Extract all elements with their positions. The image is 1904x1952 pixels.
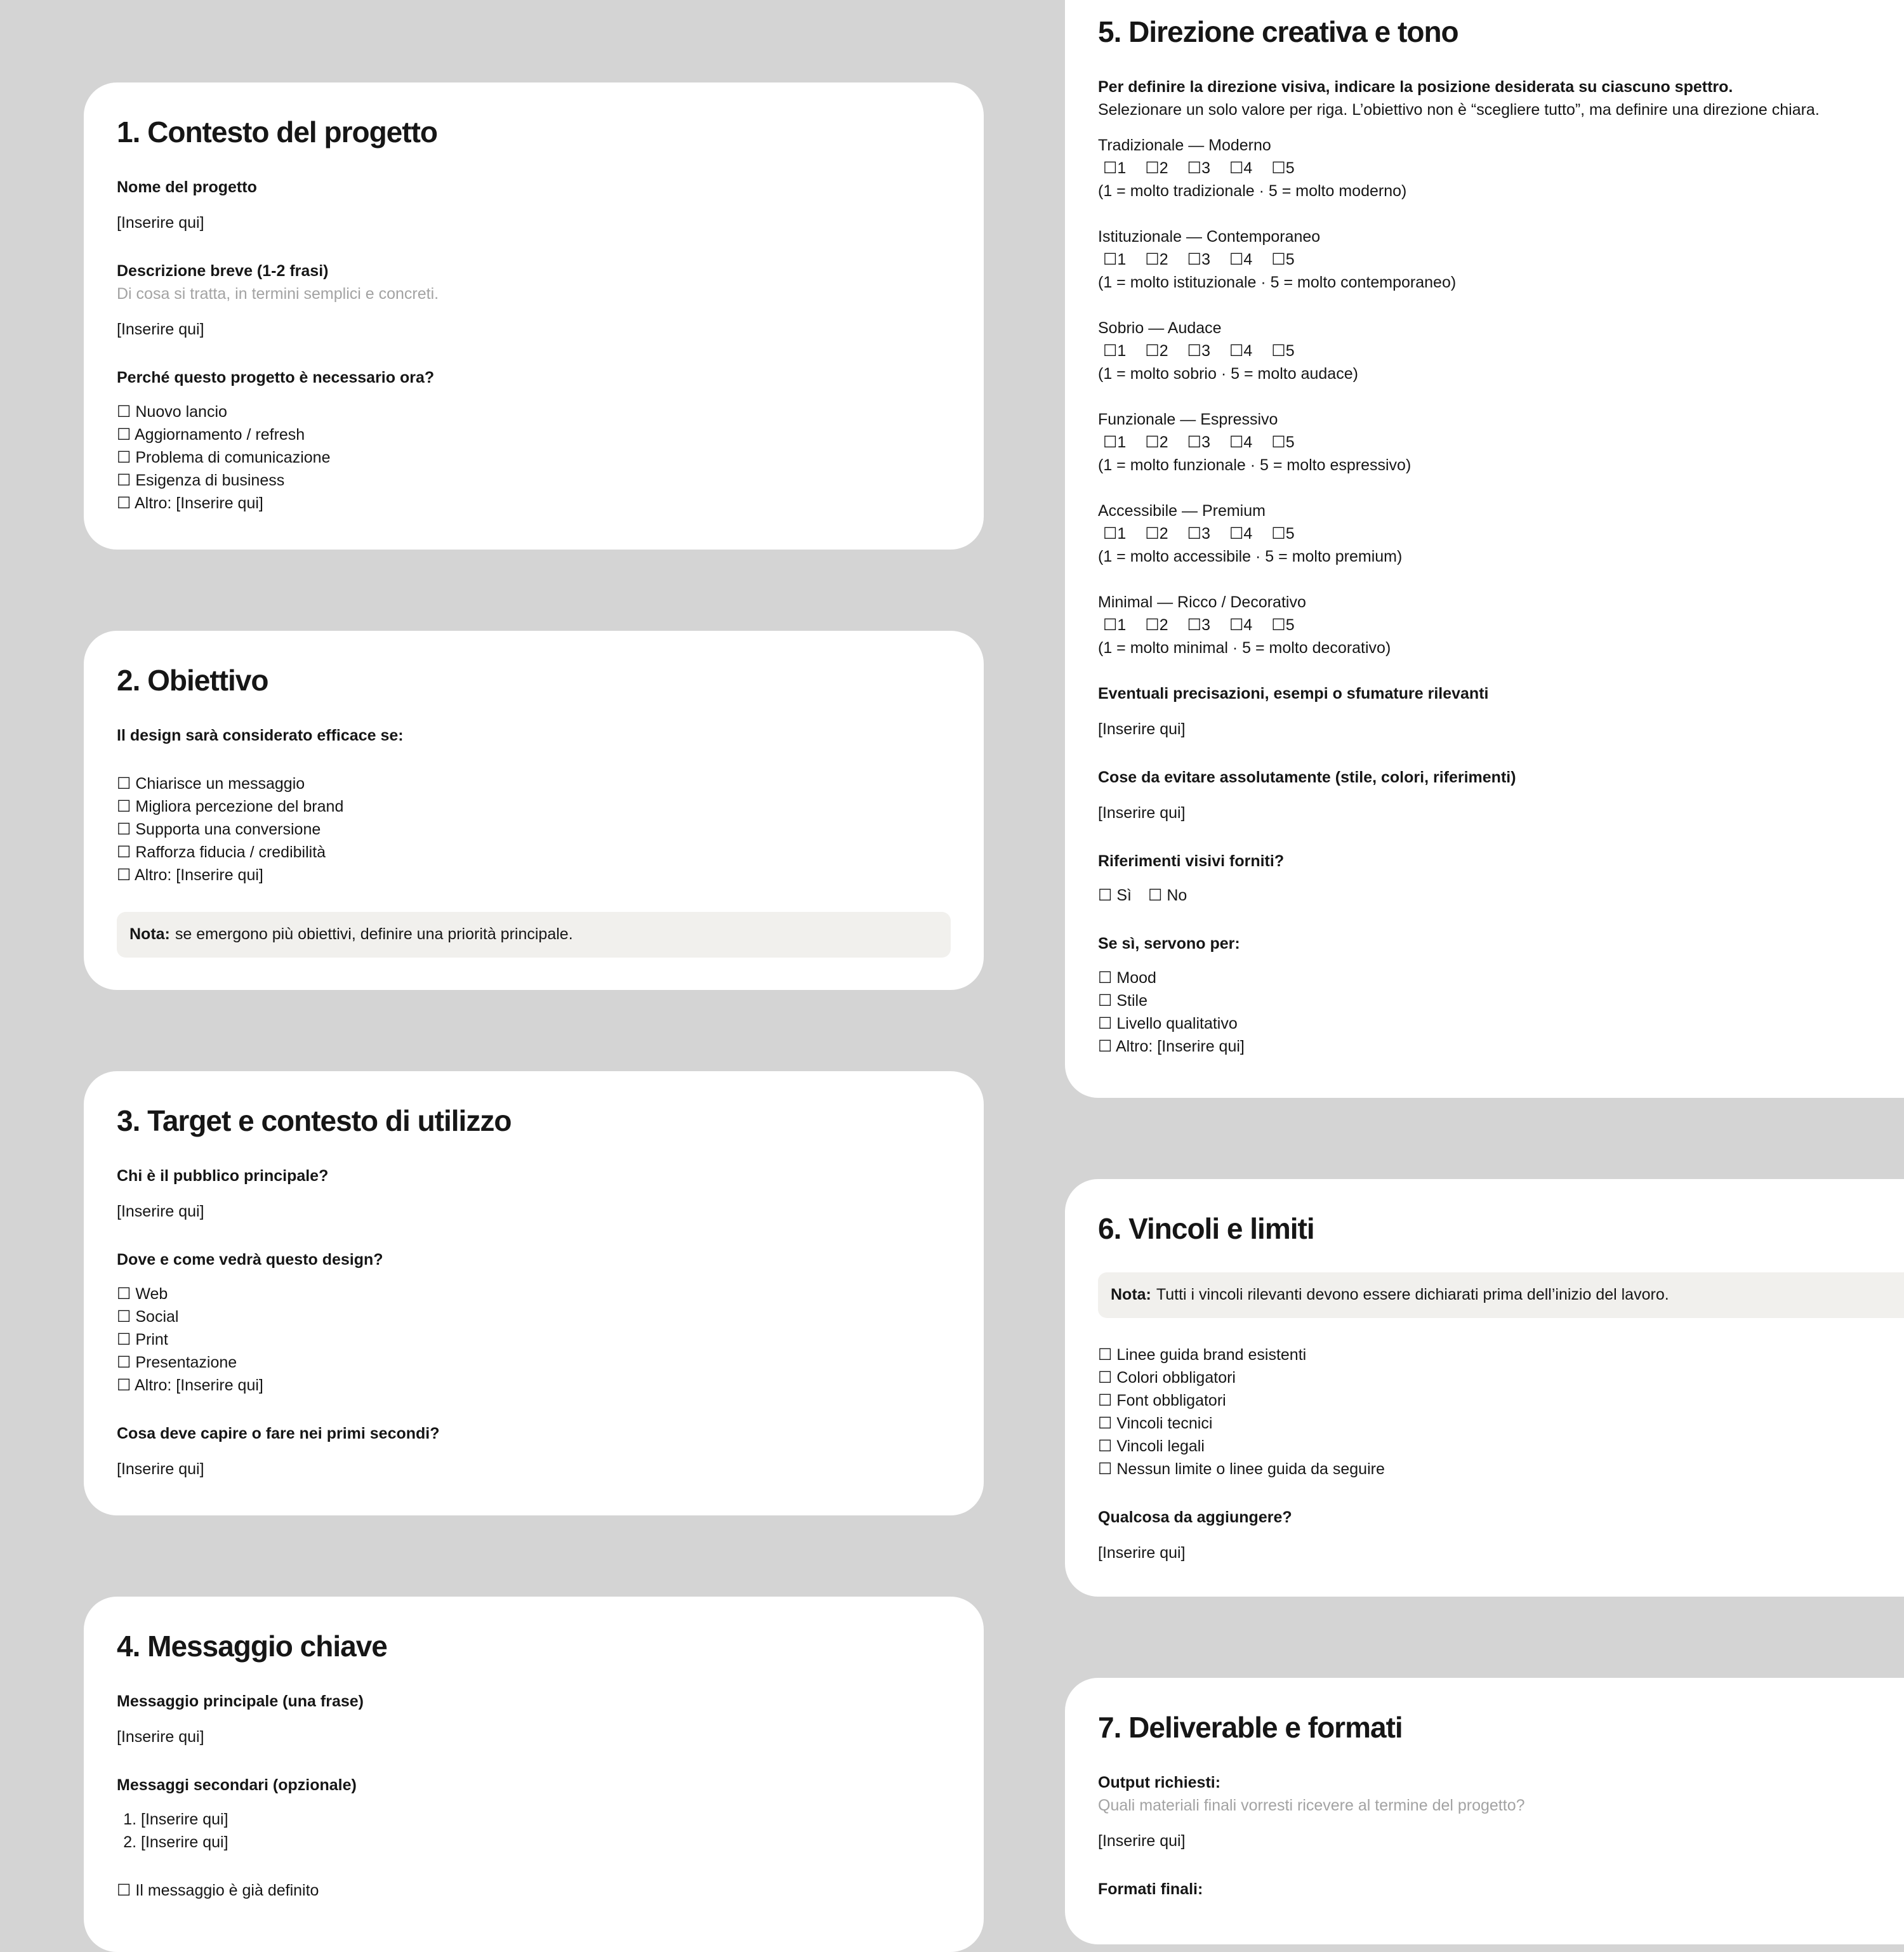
checkbox-icon: ☐: [117, 471, 131, 489]
scale-legend: (1 = molto funzionale · 5 = molto espressivo): [1098, 456, 1411, 474]
checkbox-list: [117, 772, 951, 887]
answer-field-additions[interactable]: [Inserire qui]: [1098, 1543, 1186, 1562]
spectrum-label: Minimal — Ricco / Decorativo: [1098, 593, 1306, 611]
section-card-key-message: [84, 1597, 984, 1952]
checkbox-option[interactable]: ☐ Stile: [1098, 991, 1148, 1010]
question-label: Perché questo progetto è necessario ora?: [117, 368, 435, 386]
section-title: 3. Target e contesto di utilizzo: [117, 1104, 512, 1137]
checkbox-option[interactable]: ☐ Print: [117, 1330, 168, 1349]
checkbox-option[interactable]: ☐ Web: [117, 1284, 168, 1303]
checkbox-icon: ☐: [1103, 250, 1118, 268]
question-label: Cosa deve capire o fare nei primi secondi?: [117, 1424, 440, 1442]
scale-option[interactable]: ☐5: [1271, 616, 1295, 634]
checkbox-icon: ☐: [1103, 524, 1118, 543]
scale-legend: (1 = molto accessibile · 5 = molto premium): [1098, 547, 1403, 565]
checkbox-icon: ☐: [1187, 433, 1202, 451]
checkbox-icon: ☐: [1187, 159, 1202, 177]
checkbox-icon: ☐: [117, 1330, 131, 1349]
checkbox-option[interactable]: ☐ Mood: [1098, 968, 1156, 987]
checkbox-list: [1098, 1343, 1904, 1480]
scale-options: [1098, 340, 1904, 362]
checkbox-icon: ☐: [1103, 433, 1118, 451]
section-card-creative-direction: [1065, 0, 1904, 1098]
scale-options: [1098, 614, 1904, 636]
checkbox-icon: ☐: [117, 866, 131, 884]
checkbox-icon: ☐: [117, 1881, 131, 1899]
checkbox-icon: ☐: [1271, 433, 1286, 451]
checkbox-icon: ☐: [1098, 1037, 1113, 1055]
scale-option[interactable]: ☐1: [1103, 341, 1127, 360]
scale-legend: (1 = molto tradizionale · 5 = molto moderno): [1098, 181, 1407, 200]
checkbox-icon: ☐: [1145, 250, 1160, 268]
spectrum-row: [1098, 499, 1904, 568]
spectrum-row: [1098, 134, 1904, 202]
checkbox-icon: ☐: [117, 425, 131, 444]
section-card-constraints: [1065, 1179, 1904, 1597]
checkbox-icon: ☐: [117, 1376, 131, 1394]
checkbox-icon: ☐: [1187, 616, 1202, 634]
question-hint: Quali materiali finali vorresti ricevere al termine del progetto?: [1098, 1796, 1525, 1814]
checkbox-icon: ☐: [117, 843, 131, 861]
spectrum-label: Istituzionale — Contemporaneo: [1098, 227, 1321, 246]
scale-option[interactable]: ☐2: [1145, 524, 1168, 543]
question-label: Chi è il pubblico principale?: [117, 1166, 329, 1185]
question-label: Riferimenti visivi forniti?: [1098, 852, 1285, 870]
checkbox-icon: ☐: [117, 820, 131, 838]
scale-option[interactable]: ☐1: [1103, 616, 1127, 634]
checkbox-icon: ☐: [1271, 250, 1286, 268]
scale-legend: (1 = molto minimal · 5 = molto decorativo): [1098, 638, 1391, 657]
question-label: Messaggi secondari (opzionale): [117, 1776, 357, 1794]
checkbox-option[interactable]: ☐ Chiarisce un messaggio: [117, 774, 305, 793]
scale-option[interactable]: ☐4: [1229, 159, 1253, 177]
checkbox-option[interactable]: ☐ Vincoli tecnici: [1098, 1414, 1213, 1432]
section-card-deliverables: [1065, 1678, 1904, 1944]
spectrum-row: [1098, 225, 1904, 294]
answer-field-outputs[interactable]: [Inserire qui]: [1098, 1831, 1186, 1850]
question-label: Nome del progetto: [117, 178, 257, 196]
scale-options: [1098, 431, 1904, 454]
checkbox-option[interactable]: ☐ Problema di comunicazione: [117, 448, 331, 466]
section-title: 2. Obiettivo: [117, 664, 268, 697]
checkbox-option[interactable]: ☐ Il messaggio è già definito: [117, 1881, 319, 1899]
checkbox-option[interactable]: ☐ Esigenza di business: [117, 471, 285, 489]
checkbox-icon: ☐: [1187, 524, 1202, 543]
checkbox-icon: ☐: [1098, 991, 1113, 1010]
checkbox-icon: ☐: [1098, 1391, 1113, 1409]
checkbox-icon: ☐: [117, 402, 131, 421]
scale-option[interactable]: ☐3: [1187, 159, 1210, 177]
scale-option[interactable]: ☐5: [1271, 250, 1295, 268]
note-box: Nota: se emergono più obiettivi, definire una priorità principale.: [117, 912, 951, 958]
checkbox-icon: ☐: [1229, 250, 1244, 268]
spectrum-row: [1098, 317, 1904, 385]
checkbox-icon: ☐: [1229, 524, 1244, 543]
checkbox-icon: ☐: [1229, 341, 1244, 360]
answer-field-avoid[interactable]: [Inserire qui]: [1098, 803, 1186, 822]
scale-option[interactable]: ☐2: [1145, 250, 1168, 268]
answer-field-main-message[interactable]: [Inserire qui]: [117, 1727, 204, 1746]
question-hint: Di cosa si tratta, in termini semplici e concreti.: [117, 284, 439, 303]
checkbox-option[interactable]: ☐ Linee guida brand esistenti: [1098, 1345, 1307, 1364]
checkbox-icon: ☐: [1187, 250, 1202, 268]
section-card-objective: [84, 631, 984, 990]
checkbox-icon: ☐: [117, 494, 131, 512]
checkbox-icon: ☐: [117, 448, 131, 466]
scale-options: [1098, 157, 1904, 180]
checkbox-option[interactable]: ☐ Colori obbligatori: [1098, 1368, 1236, 1387]
checkbox-option[interactable]: ☐ Altro: [Inserire qui]: [117, 866, 263, 884]
checkbox-icon: ☐: [1098, 886, 1113, 904]
scale-legend: (1 = molto sobrio · 5 = molto audace): [1098, 364, 1358, 383]
checkbox-icon: ☐: [117, 797, 131, 815]
question-label: Se sì, servono per:: [1098, 934, 1240, 953]
checkbox-icon: ☐: [1229, 433, 1244, 451]
checkbox-icon: ☐: [1098, 1437, 1113, 1455]
scale-option[interactable]: ☐4: [1229, 524, 1253, 543]
scale-option[interactable]: ☐5: [1271, 341, 1295, 360]
question-label: Formati finali:: [1098, 1880, 1203, 1898]
question-label: Output richiesti:: [1098, 1773, 1221, 1791]
spectrum-row: [1098, 408, 1904, 477]
checkbox-icon: ☐: [1271, 524, 1286, 543]
checkbox-option[interactable]: ☐ Social: [117, 1307, 179, 1326]
checkbox-icon: ☐: [1229, 616, 1244, 634]
checkbox-option[interactable]: ☐ Supporta una conversione: [117, 820, 321, 838]
scale-option[interactable]: ☐3: [1187, 250, 1210, 268]
checkbox-icon: ☐: [1098, 968, 1113, 987]
scale-option[interactable]: ☐1: [1103, 524, 1127, 543]
scale-option[interactable]: ☐1: [1103, 250, 1127, 268]
checkbox-icon: ☐: [1145, 616, 1160, 634]
checkbox-option[interactable]: ☐ Rafforza fiducia / credibilità: [117, 843, 326, 861]
list-item[interactable]: 2. [Inserire qui]: [141, 1831, 951, 1854]
scale-option[interactable]: ☐3: [1187, 616, 1210, 634]
scale-option[interactable]: ☐2: [1145, 341, 1168, 360]
note-box: Nota: Tutti i vincoli rilevanti devono essere dichiarati prima dell’inizio del lavoro.: [1098, 1272, 1904, 1318]
checkbox-option[interactable]: ☐ Altro: [Inserire qui]: [117, 494, 263, 512]
checkbox-icon: ☐: [1098, 1414, 1113, 1432]
spectrum-label: Sobrio — Audace: [1098, 319, 1222, 337]
checkbox-icon: ☐: [1145, 159, 1160, 177]
checkbox-option[interactable]: ☐ Livello qualitativo: [1098, 1014, 1238, 1032]
section-card-project-context: [84, 82, 984, 550]
checkbox-icon: ☐: [1098, 1014, 1113, 1032]
checkbox-icon: ☐: [1103, 159, 1118, 177]
section-title: 5. Direzione creativa e tono: [1098, 15, 1458, 48]
checkbox-icon: ☐: [117, 1284, 131, 1303]
checkbox-option[interactable]: ☐ Nessun limite o linee guida da seguire: [1098, 1460, 1385, 1478]
question-label: Messaggio principale (una frase): [117, 1692, 364, 1710]
section-title: 7. Deliverable e formati: [1098, 1711, 1403, 1744]
checkbox-option[interactable]: ☐ Altro: [Inserire qui]: [1098, 1037, 1245, 1055]
scale-options: [1098, 522, 1904, 545]
checkbox-option-yes[interactable]: ☐ Sì: [1098, 886, 1132, 904]
scale-option[interactable]: ☐3: [1187, 341, 1210, 360]
checkbox-icon: ☐: [1145, 433, 1160, 451]
checkbox-option[interactable]: ☐ Font obbligatori: [1098, 1391, 1226, 1409]
spectrum-label: Funzionale — Espressivo: [1098, 410, 1278, 428]
numbered-list: [117, 1808, 951, 1854]
checkbox-icon: ☐: [1098, 1460, 1113, 1478]
checkbox-icon: ☐: [117, 1353, 131, 1371]
answer-field-nuances[interactable]: [Inserire qui]: [1098, 720, 1186, 738]
checkbox-icon: ☐: [1271, 159, 1286, 177]
checkbox-icon: ☐: [117, 774, 131, 793]
checkbox-icon: ☐: [1145, 524, 1160, 543]
answer-field-project-name[interactable]: [Inserire qui]: [117, 213, 204, 232]
question-label: Il design sarà considerato efficace se:: [117, 726, 404, 744]
checkbox-icon: ☐: [117, 1307, 131, 1326]
spectrum-label: Accessibile — Premium: [1098, 501, 1266, 520]
intro-text-bold: Per definire la direzione visiva, indicare la posizione desiderata su ciascuno spettro.: [1098, 77, 1733, 96]
scale-option[interactable]: ☐2: [1145, 159, 1168, 177]
checkbox-icon: ☐: [1229, 159, 1244, 177]
checkbox-option[interactable]: ☐ Migliora percezione del brand: [117, 797, 344, 815]
checkbox-option[interactable]: ☐ Presentazione: [117, 1353, 237, 1371]
question-label: Cose da evitare assolutamente (stile, colori, riferimenti): [1098, 768, 1516, 786]
yes-no-options: [1098, 884, 1904, 907]
checkbox-list: [1098, 966, 1904, 1058]
scale-option[interactable]: ☐3: [1187, 524, 1210, 543]
checkbox-option[interactable]: ☐ Altro: [Inserire qui]: [117, 1376, 263, 1394]
question-label: Descrizione breve (1-2 frasi): [117, 261, 329, 280]
list-item[interactable]: 1. [Inserire qui]: [141, 1808, 951, 1831]
scale-legend: (1 = molto istituzionale · 5 = molto contemporaneo): [1098, 273, 1457, 291]
scale-option[interactable]: ☐4: [1229, 433, 1253, 451]
spectrum-row: [1098, 591, 1904, 659]
question-label: Dove e come vedrà questo design?: [117, 1250, 383, 1269]
checkbox-option-no[interactable]: ☐ No: [1148, 886, 1187, 904]
scale-option[interactable]: ☐4: [1229, 250, 1253, 268]
checkbox-icon: ☐: [1271, 341, 1286, 360]
scale-option[interactable]: ☐2: [1145, 616, 1168, 634]
scale-option[interactable]: ☐1: [1103, 433, 1127, 451]
checkbox-icon: ☐: [1271, 616, 1286, 634]
spectrum-label: Tradizionale — Moderno: [1098, 136, 1271, 154]
scale-option[interactable]: ☐4: [1229, 341, 1253, 360]
section-title: 6. Vincoli e limiti: [1098, 1212, 1314, 1245]
scale-options: [1098, 248, 1904, 271]
checkbox-icon: ☐: [1187, 341, 1202, 360]
section-card-target: [84, 1071, 984, 1515]
checkbox-list: [117, 400, 951, 515]
checkbox-icon: ☐: [1103, 341, 1118, 360]
scale-option[interactable]: ☐3: [1187, 433, 1210, 451]
section-title: 1. Contesto del progetto: [117, 115, 437, 148]
checkbox-option[interactable]: ☐ Aggiornamento / refresh: [117, 425, 305, 444]
section-title: 4. Messaggio chiave: [117, 1630, 387, 1663]
checkbox-icon: ☐: [1103, 616, 1118, 634]
answer-field-description[interactable]: [Inserire qui]: [117, 320, 204, 338]
scale-option[interactable]: ☐5: [1271, 159, 1295, 177]
scale-option[interactable]: ☐1: [1103, 159, 1127, 177]
question-label: Qualcosa da aggiungere?: [1098, 1508, 1292, 1526]
scale-option[interactable]: ☐4: [1229, 616, 1253, 634]
scale-option[interactable]: ☐2: [1145, 433, 1168, 451]
answer-field-first-seconds[interactable]: [Inserire qui]: [117, 1460, 204, 1478]
checkbox-icon: ☐: [1145, 341, 1160, 360]
checkbox-option[interactable]: ☐ Nuovo lancio: [117, 402, 227, 421]
intro-text: Selezionare un solo valore per riga. L’obiettivo non è “scegliere tutto”, ma definire una direzione chiara.: [1098, 100, 1820, 119]
scale-option[interactable]: ☐5: [1271, 433, 1295, 451]
checkbox-icon: ☐: [1148, 886, 1163, 904]
answer-field-audience[interactable]: [Inserire qui]: [117, 1202, 204, 1220]
checkbox-option[interactable]: ☐ Vincoli legali: [1098, 1437, 1205, 1455]
checkbox-list: [117, 1283, 951, 1397]
checkbox-icon: ☐: [1098, 1368, 1113, 1387]
question-label: Eventuali precisazioni, esempi o sfumature rilevanti: [1098, 684, 1489, 702]
checkbox-icon: ☐: [1098, 1345, 1113, 1364]
scale-option[interactable]: ☐5: [1271, 524, 1295, 543]
